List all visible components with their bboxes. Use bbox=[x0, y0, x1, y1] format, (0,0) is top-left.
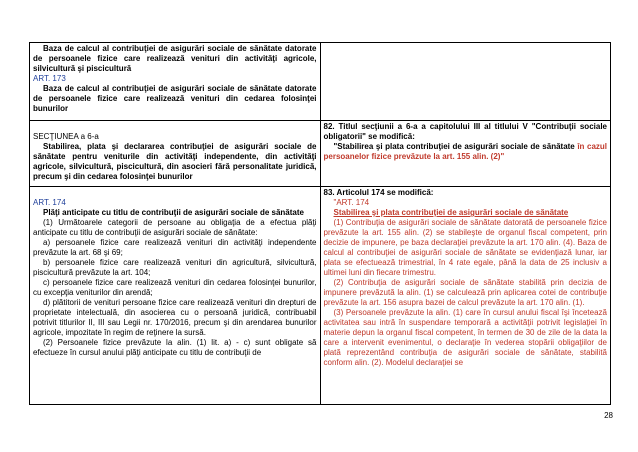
list-item: b) persoanele fizice care realizează venituri din agricultură, silvicultură, piscicultură prevăzute la art. 104; bbox=[33, 258, 317, 277]
right-cell bbox=[320, 121, 611, 187]
right-cell bbox=[320, 187, 611, 405]
article-number: ART. 173 bbox=[33, 74, 66, 83]
paragraph: (1) Contribuţia de asigurări sociale de sănătate datorată de persoanele fizice prevăzute la art. 155 alin. (2) se stabileşte de organul fiscal competent, prin decizie de impunere, pe baza declaraţiei prevăzute la art. 170 alin. (4). Baza de calcul al contribuţiei de asigurări sociale de sănătate se evidenţiază lunar, iar plata se efectuează trimestrial, în 4 rate egale, până la data de 25 inclusiv a ultimei luni din fiecare trimestru. bbox=[323, 218, 607, 277]
paragraph: (2) Contribuţia de asigurări sociale de sănătate stabilită prin decizia de impunere prevăzută la alin. (1) se calculează prin aplicarea cotei de contribuţie prevăzute la art. 156 asupra bazei de calcul prevăzute la art. 170 alin. (1). bbox=[323, 278, 607, 307]
article-title: Plăţi anticipate cu titlu de contribuţii de asigurări sociale de sănătate bbox=[43, 208, 304, 217]
table-row bbox=[30, 121, 611, 187]
right-cell bbox=[320, 43, 611, 121]
section-title: Stabilirea, plata şi declararea contribuţiei de asigurări sociale de sănătate pentru veniturile din activităţi independente, din activităţi agricole, silvicultură, piscicultură, din asocieri fără personalitate juridică, precum şi din cedarea folosinţei bunurilor bbox=[33, 142, 317, 181]
article-title: Stabilirea şi plata contribuţiei de asigurări sociale de sănătate bbox=[333, 208, 569, 217]
left-cell bbox=[30, 121, 321, 187]
list-item: d) plătitorii de venituri persoane fizice care realizează venituri din drepturi de proprietate intelectuală, din asocierea cu o persoană juridică, contribuabil potrivit titlurilor II, III sau Legii nr. 170/2016, precum şi din arendarea bunurilor agricole, impozitate în regim de reţinere la sursă. bbox=[33, 298, 317, 337]
list-item: c) persoanele fizice care realizează venituri din cedarea folosinţei bunurilor, cu excepţia veniturilor din arendă; bbox=[33, 278, 317, 297]
list-item: a) persoanele fizice care realizează venituri din activităţi independente prevăzute la art. 68 şi 69; bbox=[33, 238, 317, 257]
article-number: ART. 174 bbox=[33, 198, 66, 207]
amendment-heading: 82. Titlul secţiunii a 6-a a capitolului III al titlului V "Contribuţii sociale obligatorii" se modifică: bbox=[323, 122, 607, 141]
amendment-text: "Stabilirea şi plata contribuţiei de asigurări sociale de sănătate în cazul persoanelor fizice prevăzute la art. 155 alin. (2)" bbox=[323, 142, 608, 161]
comparison-table bbox=[29, 42, 611, 405]
section-heading: SECŢIUNEA a 6-a bbox=[33, 132, 99, 141]
page-number: 28 bbox=[604, 411, 613, 420]
table-row bbox=[30, 187, 611, 405]
paragraph: (1) Următoarele categorii de persoane au obligaţia de a efectua plăţi anticipate cu titlu de contribuţii de asigurări sociale de sănătate: bbox=[33, 218, 317, 237]
table-row bbox=[30, 43, 611, 121]
left-cell bbox=[30, 43, 321, 121]
paragraph: (3) Persoanele prevăzute la alin. (1) care în cursul anului fiscal îşi încetează activitatea sau intră în suspendare temporară a activităţii potrivit legislaţiei în materie depun la organul fiscal competent, în termen de 30 de zile de la data la care a intervenit evenimentul, o declaraţie în vederea stopării obligaţiilor de plată reprezentând contribuţia de asigurări sociale de sănătate, stabilită conform alin. (2). Modelul declaraţiei se bbox=[323, 308, 607, 367]
left-cell bbox=[30, 187, 321, 405]
paragraph: Baza de calcul al contribuţiei de asigurări sociale de sănătate datorate de persoanele fizice care realizează venituri din activităţi agricole, silvicultură şi piscicultură bbox=[33, 44, 317, 73]
paragraph: (2) Persoanele fizice prevăzute la alin. (1) lit. a) - c) sunt obligate să efectueze în cursul anului plăţi anticipate cu titlu de contribuţii de bbox=[33, 338, 317, 357]
amendment-heading: 83. Articolul 174 se modifică: bbox=[323, 188, 434, 197]
article-number: "ART. 174 bbox=[333, 198, 370, 207]
paragraph: Baza de calcul al contribuţiei de asigurări sociale de sănătate datorate de persoanele fizice care realizează venituri din cedarea folosinţei bunurilor bbox=[33, 84, 317, 113]
